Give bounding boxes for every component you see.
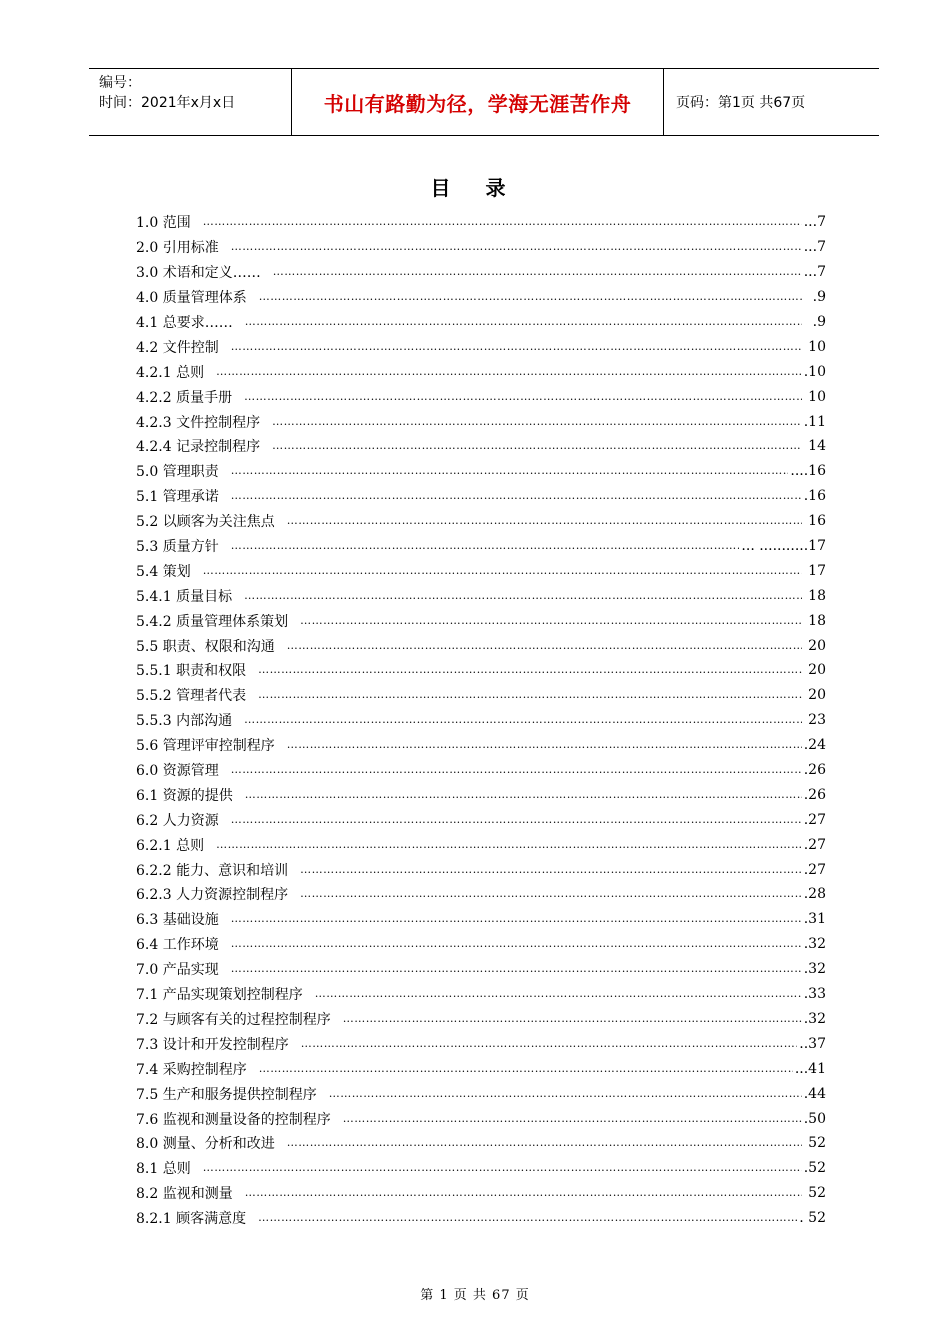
toc-entry-page: ..37 — [799, 1035, 826, 1052]
toc-entry-page: .24 — [803, 737, 826, 754]
toc-entry-page: 20 — [808, 637, 826, 654]
toc-leader-dots — [203, 1161, 802, 1175]
toc-entry-page: .32 — [803, 936, 826, 953]
toc-entry[interactable] — [136, 409, 826, 434]
toc-entry[interactable] — [136, 235, 826, 260]
toc-entry-page: .32 — [803, 1010, 826, 1027]
toc-entry[interactable] — [136, 957, 826, 982]
toc-entry-label: 4.2 文件控制 — [136, 339, 219, 356]
toc-entry[interactable] — [136, 310, 826, 335]
toc-entry[interactable] — [136, 1156, 826, 1181]
toc-entry-page: .44 — [803, 1085, 826, 1102]
table-of-contents — [136, 210, 826, 1231]
toc-leader-dots — [287, 639, 802, 653]
toc-entry[interactable] — [136, 857, 826, 882]
toc-entry[interactable] — [136, 334, 826, 359]
toc-entry-page: .26 — [803, 762, 826, 779]
toc-entry[interactable] — [136, 733, 826, 758]
toc-entry-page: 17 — [808, 562, 826, 579]
toc-leader-dots — [343, 1012, 802, 1026]
toc-entry-page: .28 — [803, 886, 826, 903]
toc-entry[interactable] — [136, 1031, 826, 1056]
toc-entry[interactable] — [136, 882, 826, 907]
toc-entry[interactable] — [136, 982, 826, 1007]
toc-entry[interactable] — [136, 658, 826, 683]
toc-entry-page: 20 — [808, 687, 826, 704]
toc-entry-page: .31 — [803, 911, 826, 928]
toc-entry-page: 16 — [808, 513, 826, 530]
toc-entry-label: 5.6 管理评审控制程序 — [136, 738, 275, 755]
toc-entry-label: 5.5.1 职责和权限 — [136, 663, 247, 680]
toc-entry-page: ... ...........17 — [741, 538, 826, 555]
toc-entry[interactable] — [136, 758, 826, 783]
toc-entry-label: 4.2.4 记录控制程序 — [136, 439, 261, 456]
toc-leader-dots — [259, 290, 802, 304]
toc-entry-label: 8.0 测量、分析和改进 — [136, 1136, 275, 1153]
toc-entry-page: 14 — [808, 438, 826, 455]
toc-entry-label: 8.2 监视和测量 — [136, 1186, 233, 1203]
toc-entry[interactable] — [136, 484, 826, 509]
toc-entry-page: .9 — [812, 289, 826, 306]
toc-entry[interactable] — [136, 434, 826, 459]
time-label: 时间：2021年x月x日 — [99, 95, 236, 111]
toc-leader-dots — [244, 589, 802, 603]
toc-leader-dots — [258, 1211, 797, 1225]
toc-entry-label: 8.1 总则 — [136, 1161, 191, 1178]
toc-leader-dots — [216, 838, 802, 852]
toc-leader-dots — [231, 340, 802, 354]
toc-entry[interactable] — [136, 1106, 826, 1131]
toc-entry-label: 1.0 范围 — [136, 215, 191, 232]
toc-entry-page: .16 — [803, 488, 826, 505]
toc-leader-dots — [259, 1062, 793, 1076]
document-header — [89, 68, 879, 136]
toc-entry-page: .9 — [812, 314, 826, 330]
toc-entry-label: 4.2.2 质量手册 — [136, 389, 233, 406]
toc-entry[interactable] — [136, 1131, 826, 1156]
toc-entry-label: 5.5.2 管理者代表 — [136, 688, 247, 705]
toc-entry-page: . 52 — [799, 1210, 826, 1227]
toc-leader-dots — [287, 738, 802, 752]
toc-entry-page: .26 — [803, 786, 826, 803]
toc-entry-label: 5.4.2 质量管理体系策划 — [136, 613, 289, 630]
toc-entry-label: 5.2 以顾客为关注焦点 — [136, 514, 275, 531]
toc-leader-dots — [272, 415, 802, 429]
toc-entry-page: .27 — [803, 861, 826, 878]
toc-entry-label: 6.2 人力资源 — [136, 812, 219, 829]
toc-leader-dots — [245, 315, 802, 329]
toc-entry[interactable] — [136, 633, 826, 658]
toc-entry-label: 4.1 总要求…… — [136, 315, 233, 331]
toc-entry[interactable] — [136, 285, 826, 310]
toc-leader-dots — [315, 987, 802, 1001]
toc-entry-page: 20 — [808, 662, 826, 679]
toc-entry-label: 6.0 资源管理 — [136, 763, 219, 780]
toc-entry-label: 7.4 采购控制程序 — [136, 1061, 247, 1078]
toc-leader-dots — [244, 713, 802, 727]
header-meta — [89, 69, 291, 135]
header-page-label: 页码：第1页 共67页 — [676, 95, 806, 111]
toc-leader-dots — [245, 788, 802, 802]
toc-leader-dots — [258, 663, 802, 677]
toc-entry-label: 5.5.3 内部沟通 — [136, 713, 233, 730]
number-label: 编号： — [99, 75, 141, 91]
toc-entry-label: 5.4 策划 — [136, 563, 191, 580]
header-motto: 书山有路勤为径，学海无涯苦作舟 — [291, 69, 664, 135]
toc-entry[interactable] — [136, 459, 826, 484]
page-footer: 第 1 页 共 67 页 — [420, 1288, 530, 1303]
toc-entry-page: .11 — [803, 413, 826, 430]
toc-leader-dots — [245, 1186, 802, 1200]
toc-leader-dots — [231, 912, 802, 926]
toc-entry[interactable] — [136, 782, 826, 807]
toc-leader-dots — [231, 763, 802, 777]
toc-entry-label: 6.1 资源的提供 — [136, 787, 233, 804]
toc-entry-label: 5.3 质量方针 — [136, 539, 219, 556]
toc-leader-dots — [216, 365, 802, 379]
toc-entry-page: ...7 — [803, 264, 826, 281]
toc-entry-page: .27 — [803, 811, 826, 828]
toc-leader-dots — [287, 514, 802, 528]
toc-entry-label: 6.4 工作环境 — [136, 937, 219, 954]
toc-entry-page: 18 — [808, 612, 826, 629]
toc-entry[interactable] — [136, 1056, 826, 1081]
toc-leader-dots — [203, 564, 802, 578]
toc-entry-label: 6.2.3 人力资源控制程序 — [136, 887, 289, 904]
toc-entry-label: 6.2.1 总则 — [136, 837, 205, 854]
toc-leader-dots — [231, 813, 802, 827]
toc-entry[interactable] — [136, 384, 826, 409]
toc-entry-label: 7.1 产品实现策划控制程序 — [136, 987, 303, 1004]
toc-leader-dots — [287, 1136, 802, 1150]
toc-entry-label: 3.0 术语和定义…… — [136, 265, 261, 282]
toc-entry-page: .50 — [803, 1110, 826, 1127]
toc-entry[interactable] — [136, 807, 826, 832]
toc-entry[interactable] — [136, 509, 826, 534]
toc-leader-dots — [300, 887, 802, 901]
toc-entry-page: .10 — [803, 363, 826, 380]
toc-entry[interactable] — [136, 534, 826, 559]
toc-entry-page: ....16 — [790, 463, 826, 480]
toc-entry-label: 7.3 设计和开发控制程序 — [136, 1036, 289, 1053]
toc-entry-page: ...7 — [803, 214, 826, 231]
toc-entry-label: 7.6 监视和测量设备的控制程序 — [136, 1111, 331, 1128]
toc-entry-page: .32 — [803, 961, 826, 978]
toc-title: 目 录 — [430, 176, 520, 200]
toc-entry-page: .27 — [803, 836, 826, 853]
toc-entry[interactable] — [136, 683, 826, 708]
toc-leader-dots — [272, 439, 802, 453]
toc-entry-label: 6.2.2 能力、意识和培训 — [136, 862, 289, 879]
toc-leader-dots — [300, 614, 802, 628]
toc-entry[interactable] — [136, 210, 826, 235]
toc-entry-page: 23 — [808, 712, 826, 729]
toc-entry-label: 5.5 职责、权限和沟通 — [136, 638, 275, 655]
toc-leader-dots — [343, 1112, 802, 1126]
toc-entry-page: ...41 — [794, 1060, 826, 1077]
toc-entry-page: .52 — [803, 1160, 826, 1177]
toc-entry-label: 4.2.3 文件控制程序 — [136, 414, 261, 431]
toc-entry-page: 10 — [808, 388, 826, 405]
toc-entry[interactable] — [136, 558, 826, 583]
toc-leader-dots — [300, 863, 802, 877]
toc-entry-label: 5.4.1 质量目标 — [136, 588, 233, 605]
toc-leader-dots — [244, 390, 802, 404]
toc-leader-dots — [231, 962, 802, 976]
toc-entry-label: 5.0 管理职责 — [136, 464, 219, 481]
toc-entry-page: .33 — [803, 986, 826, 1003]
toc-leader-dots — [231, 539, 740, 553]
toc-leader-dots — [231, 464, 789, 478]
toc-leader-dots — [231, 240, 802, 254]
toc-entry[interactable] — [136, 708, 826, 733]
toc-entry[interactable] — [136, 583, 826, 608]
toc-entry[interactable] — [136, 359, 826, 384]
toc-leader-dots — [301, 1037, 798, 1051]
toc-entry[interactable] — [136, 832, 826, 857]
toc-entry-label: 7.5 生产和服务提供控制程序 — [136, 1086, 317, 1103]
toc-entry-label: 4.2.1 总则 — [136, 364, 205, 381]
toc-entry-label: 2.0 引用标准 — [136, 240, 219, 257]
toc-leader-dots — [258, 688, 802, 702]
toc-entry-page: ...7 — [803, 239, 826, 256]
toc-leader-dots — [231, 937, 802, 951]
toc-entry-label: 7.0 产品实现 — [136, 962, 219, 979]
toc-entry[interactable] — [136, 907, 826, 932]
toc-entry[interactable] — [136, 932, 826, 957]
toc-entry[interactable] — [136, 1206, 826, 1231]
toc-entry[interactable] — [136, 260, 826, 285]
toc-entry[interactable] — [136, 1081, 826, 1106]
toc-leader-dots — [203, 215, 802, 229]
toc-entry-label: 5.1 管理承诺 — [136, 489, 219, 506]
toc-entry-page: 18 — [808, 587, 826, 604]
toc-entry[interactable] — [136, 1007, 826, 1032]
toc-entry-label: 4.0 质量管理体系 — [136, 290, 247, 307]
toc-leader-dots — [329, 1087, 802, 1101]
toc-entry-label: 6.3 基础设施 — [136, 912, 219, 929]
toc-entry-page: 52 — [808, 1135, 826, 1152]
toc-leader-dots — [231, 489, 802, 503]
toc-entry[interactable] — [136, 608, 826, 633]
toc-entry-label: 8.2.1 顾客满意度 — [136, 1211, 247, 1228]
toc-entry-page: 10 — [808, 338, 826, 355]
toc-entry[interactable] — [136, 1181, 826, 1206]
toc-entry-page: 52 — [808, 1185, 826, 1202]
toc-leader-dots — [273, 265, 802, 279]
toc-entry-label: 7.2 与顾客有关的过程控制程序 — [136, 1011, 331, 1028]
